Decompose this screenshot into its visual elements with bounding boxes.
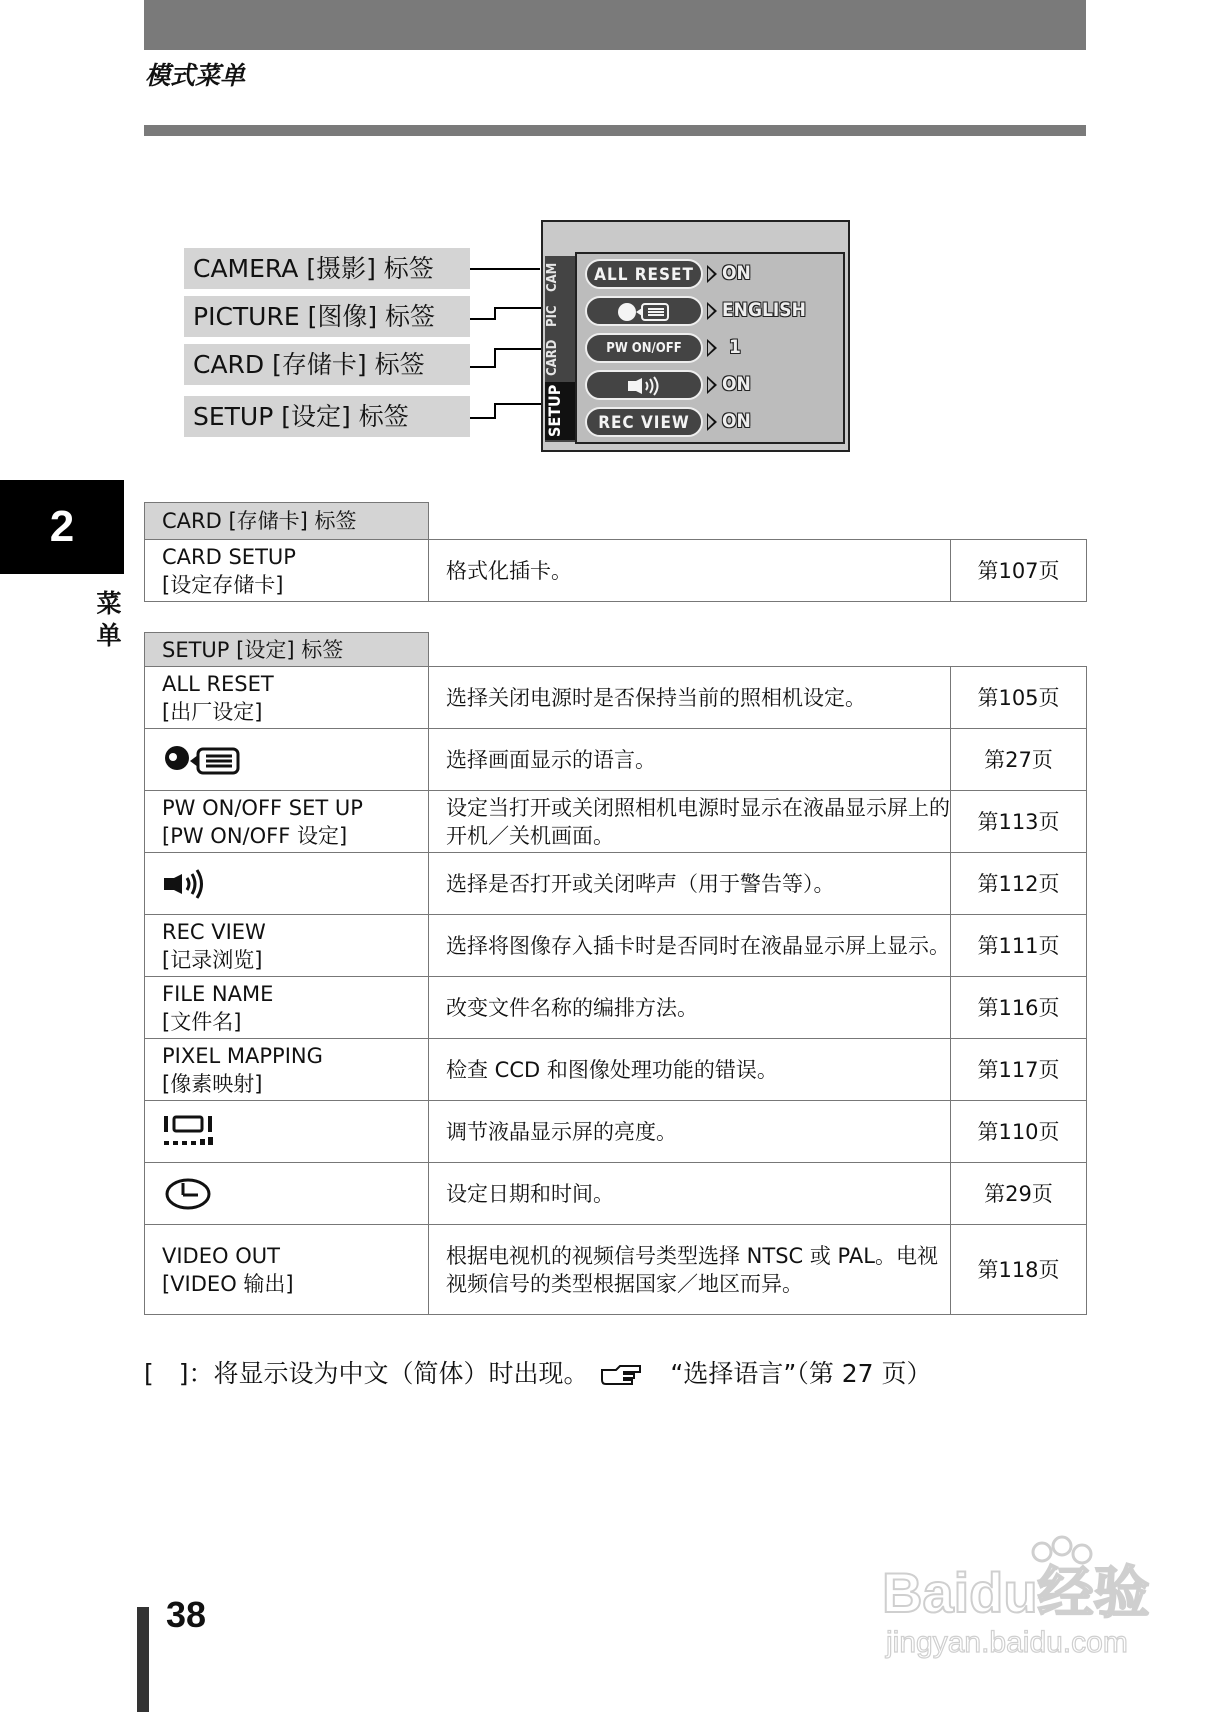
table-row [145,667,1087,729]
setup-tab-header: SETUP [设定] 标签 [145,633,429,667]
lcd-tab-setup: SETUP [545,382,575,440]
lcd-item-pw-setup: PW ON/OFF [585,333,703,363]
lcd-value-language: ENGLISH [722,299,806,321]
card-tab-table [144,502,1087,602]
item-sub: [设定存储卡] [162,572,284,597]
item-description: 选择将图像存入插卡时是否同时在液晶显示屏上显示。 [429,915,951,977]
footnote [144,1354,932,1390]
table-row [145,540,1087,602]
clock-icon [162,1177,212,1211]
lcd-menu-panel [575,252,845,444]
arrow-right-icon [707,265,717,283]
item-name: ALL RESET [162,671,274,696]
lcd-item-language [585,296,703,326]
arrow-right-icon [707,339,717,357]
lcd-screen [541,220,850,452]
lcd-value-all-reset: ON [722,262,751,284]
table-row [145,1101,1087,1163]
table-row [145,853,1087,915]
header-rule [144,125,1086,136]
leader-line-picture-elbow [494,307,542,320]
item-description: 检查 CCD 和图像处理功能的错误。 [429,1039,951,1101]
item-description: 改变文件名称的编排方法。 [429,977,951,1039]
setup-tab-table [144,632,1087,1315]
page-ref: 第118页 [951,1225,1087,1315]
leader-line-picture [470,318,494,320]
item-sub: [文件名] [162,1009,242,1034]
item-name: PW ON/OFF SET UP [162,795,363,820]
arrow-right-icon [707,413,717,431]
lcd-value-beep: ON [722,373,751,395]
pointing-hand-icon [600,1364,644,1386]
page-ref: 第111页 [951,915,1087,977]
item-name: REC VIEW [162,919,266,944]
item-name: FILE NAME [162,981,274,1006]
leader-line-setup [470,417,494,419]
item-description: 设定当打开或关闭照相机电源时显示在液晶显示屏上的开机／关机画面。 [429,791,951,853]
leader-line-card [470,366,494,368]
item-name: PIXEL MAPPING [162,1043,323,1068]
page-ref: 第117页 [951,1039,1087,1101]
item-sub: [出厂设定] [162,699,263,724]
table-row [145,1163,1087,1225]
item-description: 格式化插卡。 [429,540,951,602]
leader-line-camera [470,268,540,270]
table-row [145,915,1087,977]
item-sub: [PW ON/OFF 设定] [162,823,348,848]
item-sub: [VIDEO 输出] [162,1271,294,1296]
page-ref: 第113页 [951,791,1087,853]
item-description: 调节液晶显示屏的亮度。 [429,1101,951,1163]
page-ref: 第29页 [951,1163,1087,1225]
lcd-tab-card: CARD [545,339,560,377]
item-sub: [像素映射] [162,1071,263,1096]
item-description: 设定日期和时间。 [429,1163,951,1225]
watermark-brand: Baidu经验 [882,1561,1150,1624]
beep-icon [162,867,212,901]
page-ref: 第27页 [951,729,1087,791]
language-icon [162,743,246,777]
item-description: 选择是否打开或关闭哔声（用于警告等）。 [429,853,951,915]
item-name: VIDEO OUT [162,1243,280,1268]
lcd-tab-pic: PIC [545,305,560,327]
lcd-value-pw-setup: 1 [729,336,741,358]
table-row [145,729,1087,791]
page-ref: 第107页 [951,540,1087,602]
lcd-item-rec-view: REC VIEW [585,407,703,437]
top-bar [144,0,1086,50]
page-ref: 第105页 [951,667,1087,729]
language-icon [614,301,674,323]
page-ref: 第110页 [951,1101,1087,1163]
table-row [145,1039,1087,1101]
diagram-label-picture: PICTURE [图像] 标签 [184,296,470,337]
item-description: 根据电视机的视频信号类型选择 NTSC 或 PAL。电视视频信号的类型根据国家／地区而异。 [429,1225,951,1315]
table-row [145,977,1087,1039]
beep-icon [624,375,664,397]
chapter-label: 菜单 [96,589,122,650]
item-description: 选择关闭电源时是否保持当前的照相机设定。 [429,667,951,729]
diagram-label-card: CARD [存储卡] 标签 [184,344,470,385]
baidu-watermark [872,1530,1172,1670]
page-ref: 第116页 [951,977,1087,1039]
footnote-text: [ ]：将显示设为中文（简体）时出现。 [144,1359,589,1388]
page-number: 38 [166,1594,207,1635]
table-row [145,791,1087,853]
leader-line-setup-elbow [494,403,542,419]
card-tab-header: CARD [存储卡] 标签 [145,503,429,540]
footnote-reference: “选择语言”（第 27 页） [670,1359,932,1388]
arrow-right-icon [707,302,717,320]
chapter-tab: 2 [0,480,124,574]
lcd-tab-cam: CAM [545,262,560,292]
watermark-url: jingyan.baidu.com [886,1626,1128,1659]
arrow-right-icon [707,376,717,394]
item-name: CARD SETUP [162,544,296,569]
diagram-label-setup: SETUP [设定] 标签 [184,396,470,437]
monitor-brightness-icon [162,1113,218,1151]
diagram-label-camera: CAMERA [摄影] 标签 [184,248,470,289]
page-number-bar [137,1607,149,1712]
lcd-item-beep [585,370,703,400]
page-ref: 第112页 [951,853,1087,915]
table-row [145,1225,1087,1315]
section-title: 模式菜单 [145,61,246,90]
leader-line-card-elbow [494,348,542,368]
lcd-tab-strip [545,256,575,442]
item-description: 选择画面显示的语言。 [429,729,951,791]
lcd-value-rec-view: ON [722,410,751,432]
item-sub: [记录浏览] [162,947,263,972]
lcd-item-all-reset: ALL RESET [585,259,703,289]
